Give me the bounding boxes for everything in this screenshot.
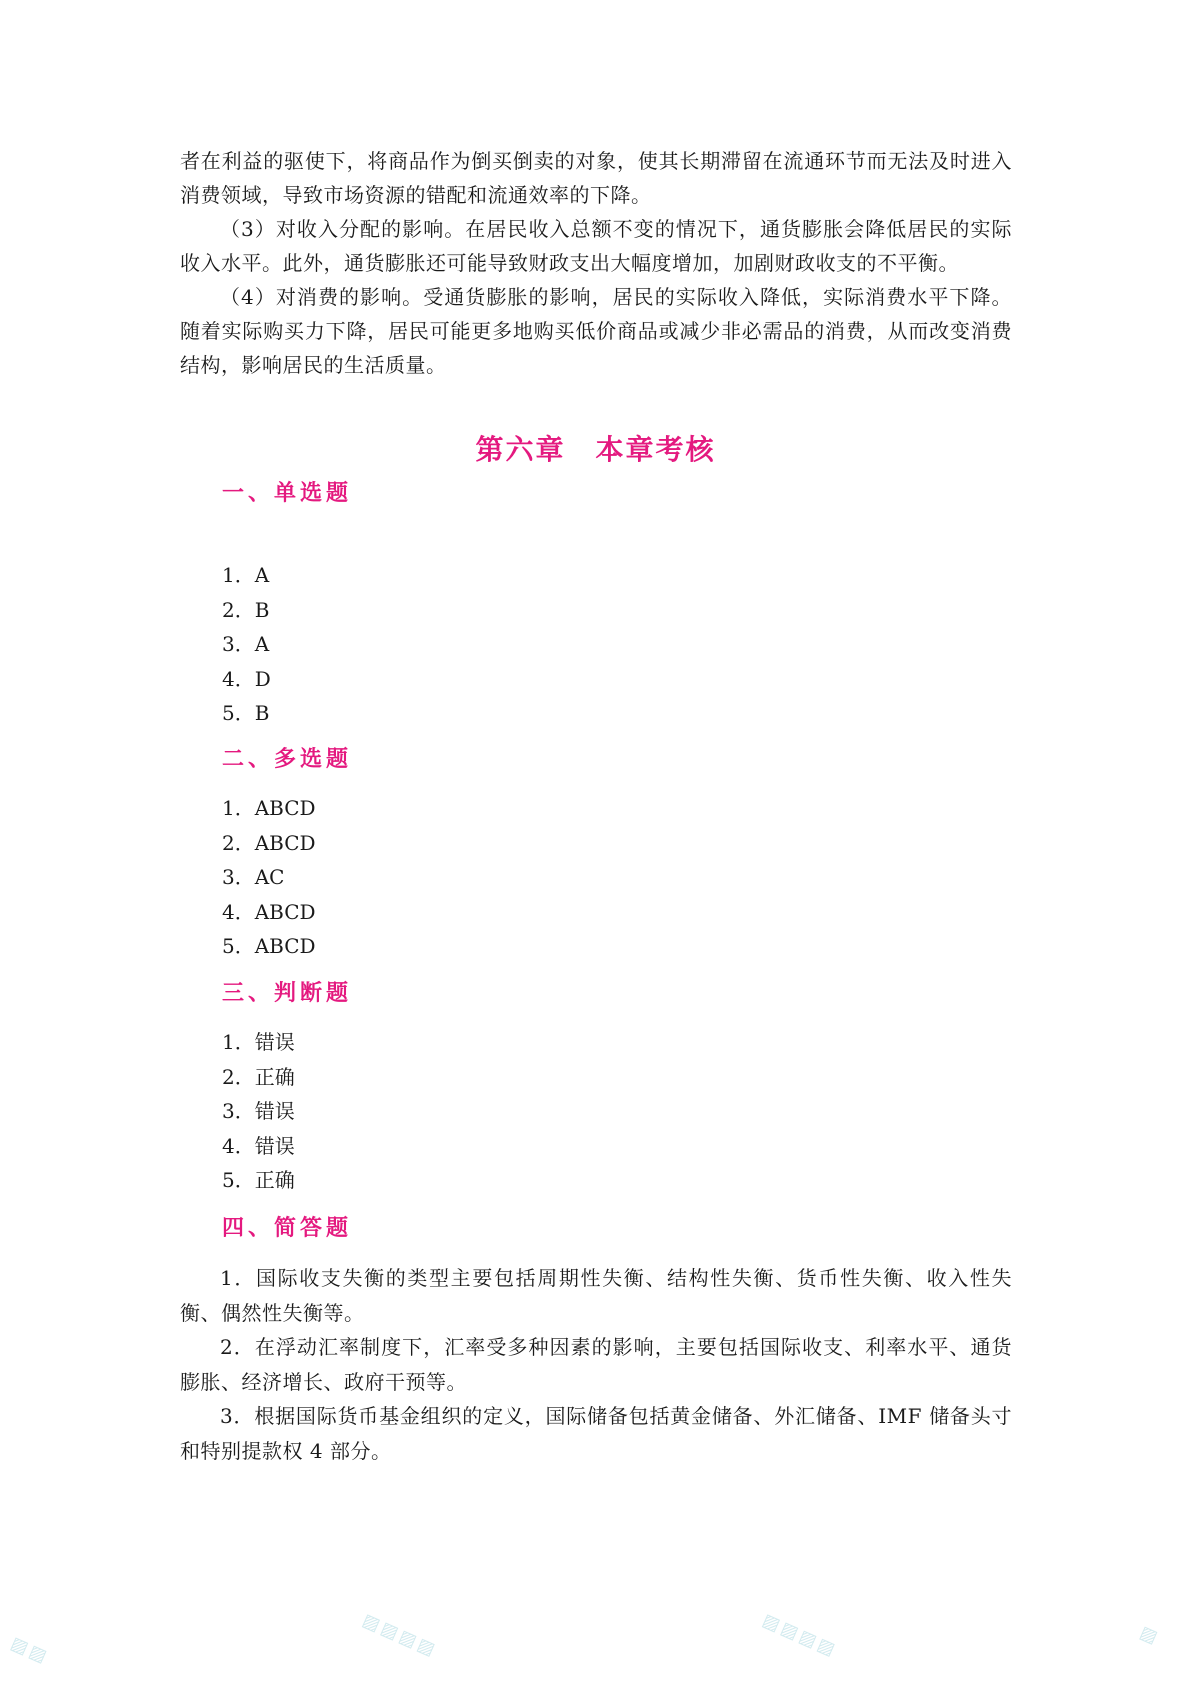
single-choice-answers — [222, 558, 271, 731]
section-heading-true-false: 三、判断题 — [222, 980, 353, 1006]
list-item: 2．正确 — [222, 1064, 295, 1089]
list-item: 5．正确 — [222, 1168, 295, 1192]
list-item: 4．错误 — [222, 1133, 295, 1158]
list-item: 3．AC — [222, 865, 285, 889]
paragraph-continuation: 者在利益的驱使下，将商品作为倒买倒卖的对象，使其长期滞留在流通环节而无法及时进入消费领域，导致市场资源的错配和流通效率的下降。 — [180, 149, 1012, 207]
short-answer-list — [180, 1261, 1012, 1468]
list-item: 5．ABCD — [222, 934, 316, 958]
section-heading-multiple-choice: 二、多选题 — [222, 746, 353, 772]
paragraph-income-distribution: （3）对收入分配的影响。在居民收入总额不变的情况下，通货膨胀会降低居民的实际收入水平。此外，通货膨胀还可能导致财政支出大幅度增加，加剧财政收支的不平衡。 — [180, 217, 1012, 275]
list-item: 3．错误 — [222, 1099, 295, 1123]
list-item: 3．A — [222, 632, 270, 656]
true-false-answers — [222, 1025, 295, 1198]
list-item: 4．D — [222, 666, 271, 691]
watermark-logo: ▨▨ — [7, 1632, 53, 1669]
list-item: 2．在浮动汇率制度下，汇率受多种因素的影响，主要包括国际收支、利率水平、通货膨胀、经济增长、政府干预等。 — [180, 1335, 1012, 1394]
list-item: 1．A — [222, 563, 270, 587]
list-item: 1．国际收支失衡的类型主要包括周期性失衡、结构性失衡、货币性失衡、收入性失衡、偶然性失衡等。 — [180, 1266, 1012, 1325]
list-item: 4．ABCD — [222, 899, 316, 924]
intro-text — [180, 144, 1012, 382]
list-item: 2．ABCD — [222, 830, 316, 855]
chapter-title: 第六章 本章考核 — [475, 433, 716, 466]
watermark-logo: ▨ — [1136, 1621, 1164, 1650]
watermark-logo: ▨▨▨▨ — [359, 1609, 441, 1662]
list-item: 1．错误 — [222, 1030, 295, 1054]
list-item: 3．根据国际货币基金组织的定义，国际储备包括黄金储备、外汇储备、IMF 储备头寸和特别提款权 4 部分。 — [180, 1404, 1012, 1463]
list-item: 5．B — [222, 701, 270, 725]
paragraph-consumption: （4）对消费的影响。受通货膨胀的影响，居民的实际收入降低，实际消费水平下降。随着实际购买力下降，居民可能更多地购买低价商品或减少非必需品的消费，从而改变消费结构，影响居民的生活质量。 — [180, 285, 1012, 377]
section-heading-single-choice: 一、单选题 — [222, 480, 353, 506]
list-item: 2．B — [222, 597, 270, 622]
list-item: 1．ABCD — [222, 796, 316, 820]
section-heading-short-answer: 四、简答题 — [222, 1215, 353, 1241]
watermark-logo: ▨▨▨▨ — [759, 1609, 841, 1662]
multiple-choice-answers — [222, 791, 316, 964]
